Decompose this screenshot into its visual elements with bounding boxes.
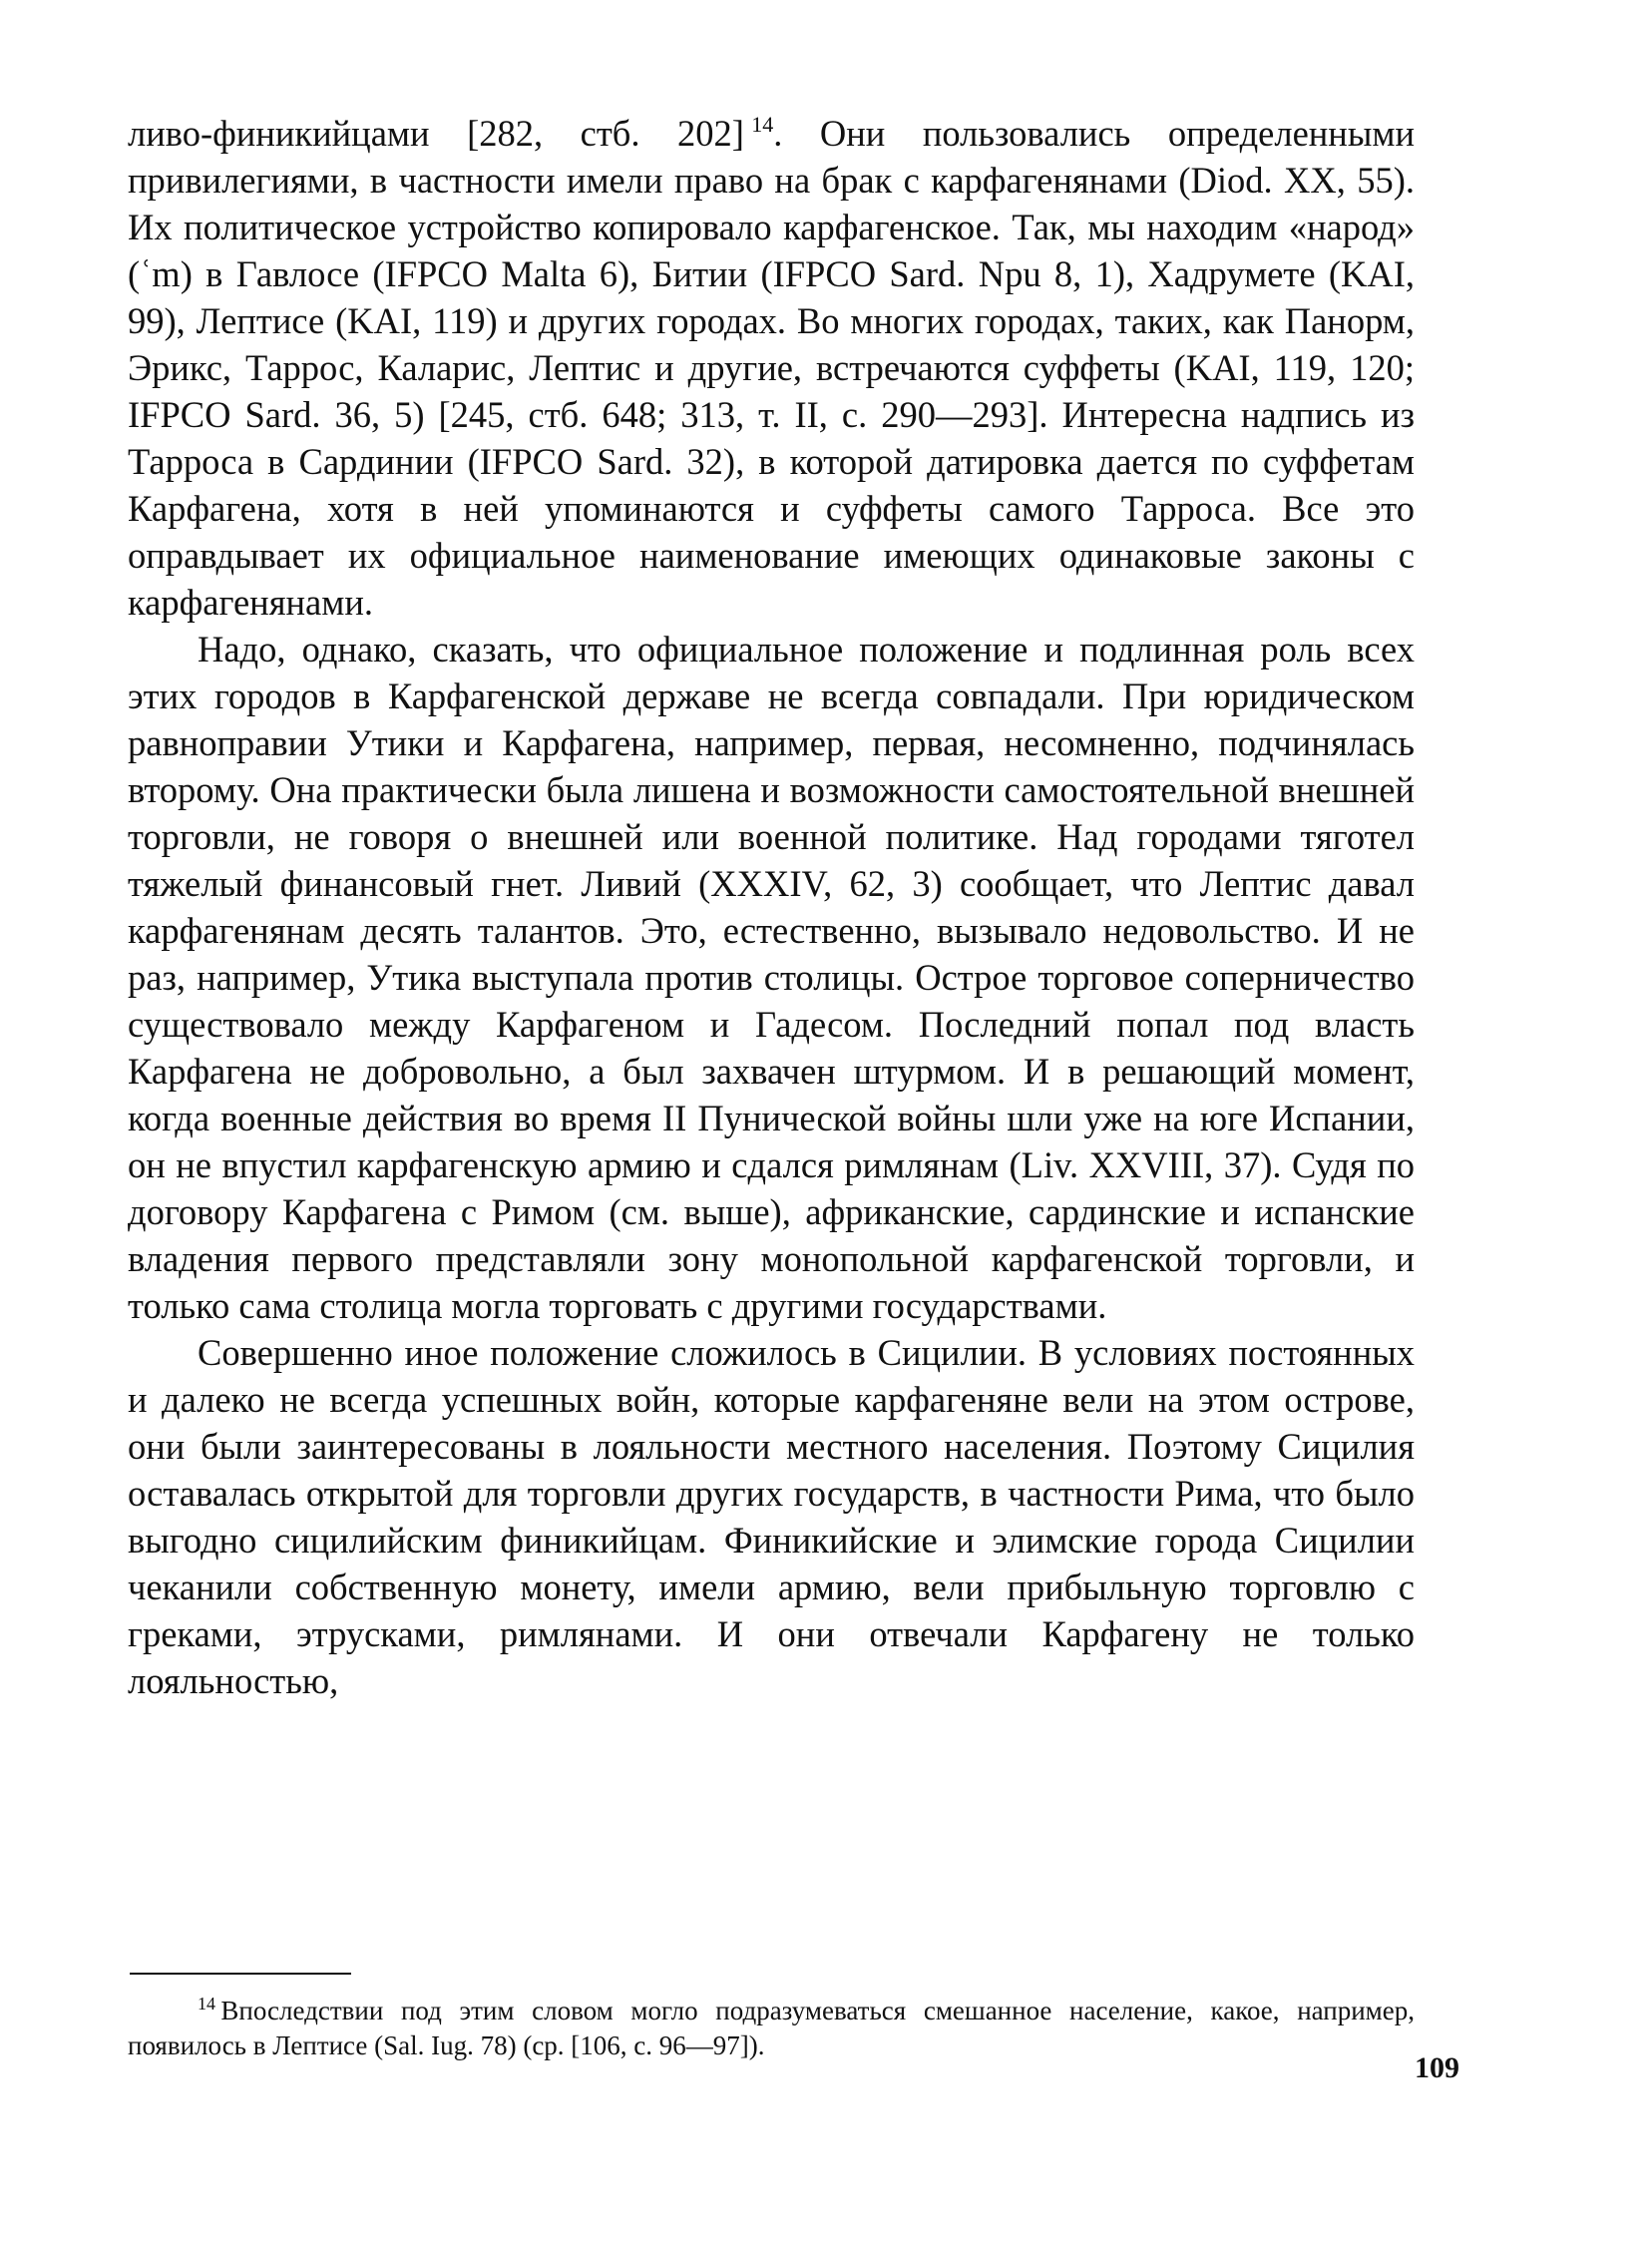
footnote-reference: 14	[751, 112, 774, 137]
page-body	[128, 110, 1415, 1704]
page-number: 109	[1415, 2051, 1459, 2084]
footnote-divider	[130, 1973, 351, 1975]
footnote	[128, 1994, 1415, 2063]
paragraph-1	[128, 110, 1415, 626]
footnote-number: 14	[198, 1994, 215, 2014]
paragraph-3: Совершенно иное положение сложилось в Сицилии. В условиях постоянных и далеко не всегда успешных войн, которые карфагеняне вели на этом острове, они были заинтересованы в лояльности местного населения. Поэтому Сицилия оставалась открытой для торговли других государств, в частности Рима, что было выгодно сицилийским финикийцам. Финикийские и элимские города Сицилии чеканили собственную монету, имели армию, вели прибыльную торговлю с греками, этрусками, римлянами. И они отвечали Карфагену не только лояльностью,	[128, 1332, 1415, 1701]
paragraph-1-rest: . Они пользовались определенными привилегиями, в частности имели право на брак с карфагенянами (Diod. XX, 55). Их политическое устройство копировало карфагенское. Так, мы находим «народ» (ʿm) в Гавлосе (IFPCO Malta 6), Битии (IFPCO Sard. Npu 8, 1), Хадрумете (KAI, 99), Лептисе (KAI, 119) и других городах. Во многих городах, таких, как Панорм, Эрикс, Таррос, Каларис, Лептис и другие, встречаются суффеты (KAI, 119, 120; IFPCO Sard. 36, 5) [245, стб. 648; 313, т. II, с. 290—293]. Интересна надпись из Тарроса в Сардинии (IFPCO Sard. 32), в которой датировка дается по суффетам Карфагена, хотя в ней упоминаются и суффеты самого Тарроса. Все это оправдывает их официальное наименование имеющих одинаковые законы с карфагенянами.	[128, 113, 1415, 623]
paragraph-2: Надо, однако, сказать, что официальное положение и подлинная роль всех этих городов в Карфагенской державе не всегда совпадали. При юридическом равноправии Утики и Карфагена, например, первая, несомненно, подчинялась второму. Она практически была лишена и возможности самостоятельной внешней торговли, не говоря о внешней или военной политике. Над городами тяготел тяжелый финансовый гнет. Ливий (XXXIV, 62, 3) сообщает, что Лептис давал карфагенянам десять талантов. Это, естественно, вызывало недовольство. И не раз, например, Утика выступала против столицы. Острое торговое соперничество существовало между Карфагеном и Гадесом. Последний попал под власть Карфагена не добровольно, а был захвачен штурмом. И в решающий момент, когда военные действия во время II Пунической войны шли уже на юге Испании, он не впустил карфагенскую армию и сдался римлянам (Liv. XXVIII, 37). Судя по договору Карфагена с Римом (см. выше), африканские, сардинские и испанские владения первого представляли зону монопольной карфагенской торговли, и только сама столица могла торговать с другими государствами.	[128, 629, 1415, 1326]
paragraph-1-start: ливо-финикийцами [282, стб. 202]	[128, 113, 744, 154]
footnote-text: Впоследствии под этим словом могло подразумеваться смешанное население, какое, например, появилось в Лептисе (Sal. Iug. 78) (ср. [106, с. 96—97]).	[128, 1996, 1415, 2060]
